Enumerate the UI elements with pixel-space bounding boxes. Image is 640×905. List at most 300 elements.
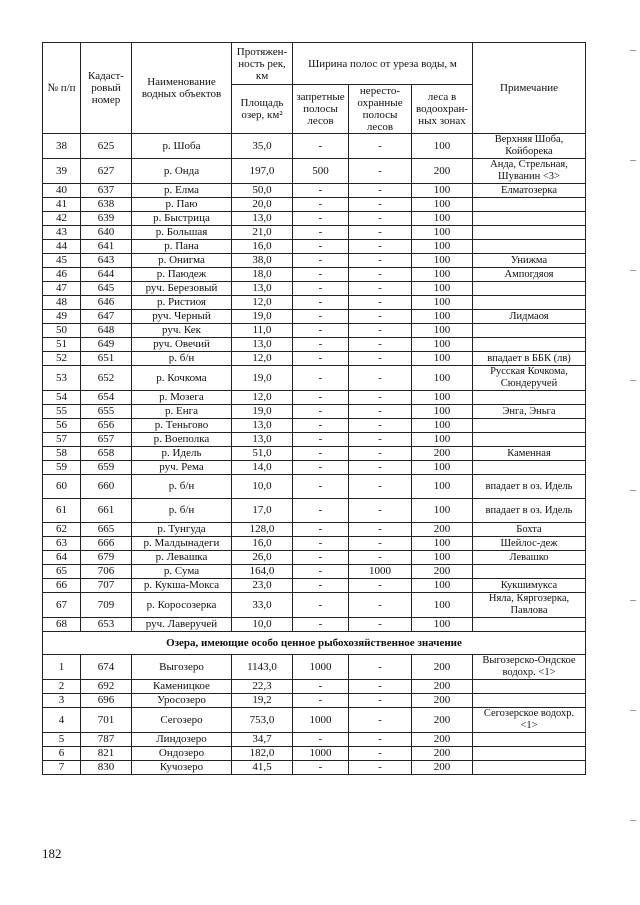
forest-zone-width-cell: 100 [412, 198, 473, 212]
header-width-group: Ширина полос от уреза воды, м [293, 43, 473, 85]
forest-zone-width-cell: 200 [412, 447, 473, 461]
length-or-area-cell: 23,0 [232, 579, 293, 593]
water-object-name-cell: р. б/н [132, 475, 232, 499]
prohibited-width-cell: - [293, 761, 349, 775]
water-object-name-cell: руч. Березовый [132, 282, 232, 296]
cadastral-number-cell: 640 [81, 226, 132, 240]
spawning-width-cell: - [349, 159, 412, 184]
spawning-width-cell: - [349, 184, 412, 198]
water-object-name-cell: р. Теньгово [132, 419, 232, 433]
water-object-name-cell: Выгозеро [132, 655, 232, 680]
note-cell: Выгозерско-Ондское водохр. <1> [473, 655, 586, 680]
cadastral-number-cell: 696 [81, 694, 132, 708]
row-number-cell: 52 [43, 352, 81, 366]
row-number-cell: 61 [43, 499, 81, 523]
cadastral-number-cell: 701 [81, 708, 132, 733]
note-cell: Лидмаоя [473, 310, 586, 324]
cadastral-number-cell: 674 [81, 655, 132, 680]
row-number-cell: 49 [43, 310, 81, 324]
note-cell [473, 240, 586, 254]
row-number-cell: 54 [43, 391, 81, 405]
water-object-name-cell: Ондозеро [132, 747, 232, 761]
water-object-name-cell: р. б/н [132, 352, 232, 366]
cadastral-number-cell: 645 [81, 282, 132, 296]
table-row [43, 499, 586, 523]
prohibited-width-cell: - [293, 680, 349, 694]
cadastral-number-cell: 830 [81, 761, 132, 775]
table-row [43, 296, 586, 310]
forest-zone-width-cell: 100 [412, 461, 473, 475]
note-cell [473, 324, 586, 338]
table-row [43, 198, 586, 212]
length-or-area-cell: 11,0 [232, 324, 293, 338]
table-row [43, 352, 586, 366]
water-object-name-cell: р. Шоба [132, 134, 232, 159]
note-cell: Каменная [473, 447, 586, 461]
cadastral-number-cell: 659 [81, 461, 132, 475]
prohibited-width-cell: - [293, 212, 349, 226]
table-row [43, 565, 586, 579]
prohibited-width-cell: - [293, 226, 349, 240]
table-row [43, 159, 586, 184]
row-number-cell: 66 [43, 579, 81, 593]
table-row [43, 694, 586, 708]
note-cell: Анда, Стрельная, Шуванин <3> [473, 159, 586, 184]
prohibited-width-cell: - [293, 433, 349, 447]
spawning-width-cell: - [349, 618, 412, 632]
forest-zone-width-cell: 100 [412, 338, 473, 352]
spawning-width-cell: - [349, 593, 412, 618]
note-cell [473, 282, 586, 296]
cadastral-number-cell: 658 [81, 447, 132, 461]
length-or-area-cell: 1143,0 [232, 655, 293, 680]
length-or-area-cell: 50,0 [232, 184, 293, 198]
length-or-area-cell: 13,0 [232, 419, 293, 433]
row-number-cell: 7 [43, 761, 81, 775]
cadastral-number-cell: 653 [81, 618, 132, 632]
length-or-area-cell: 12,0 [232, 352, 293, 366]
row-number-cell: 53 [43, 366, 81, 391]
cadastral-number-cell: 821 [81, 747, 132, 761]
table-row [43, 475, 586, 499]
table-row [43, 593, 586, 618]
prohibited-width-cell: - [293, 593, 349, 618]
prohibited-width-cell: - [293, 694, 349, 708]
cadastral-number-cell: 655 [81, 405, 132, 419]
note-cell: Няла, Кяргозерка, Павлова [473, 593, 586, 618]
lakes-body [43, 655, 586, 775]
length-or-area-cell: 197,0 [232, 159, 293, 184]
forest-zone-width-cell: 200 [412, 680, 473, 694]
spawning-width-cell: - [349, 419, 412, 433]
spawning-width-cell: - [349, 310, 412, 324]
prohibited-width-cell: - [293, 184, 349, 198]
row-number-cell: 3 [43, 694, 81, 708]
water-object-name-cell: руч. Рема [132, 461, 232, 475]
forest-zone-width-cell: 100 [412, 433, 473, 447]
rivers-body [43, 134, 586, 632]
forest-zone-width-cell: 200 [412, 523, 473, 537]
header-prohibited: запретные полосы лесов [293, 85, 349, 134]
forest-zone-width-cell: 100 [412, 254, 473, 268]
spawning-width-cell: - [349, 537, 412, 551]
spawning-width-cell: - [349, 198, 412, 212]
length-or-area-cell: 16,0 [232, 240, 293, 254]
length-or-area-cell: 51,0 [232, 447, 293, 461]
note-cell: Кукшимукса [473, 579, 586, 593]
prohibited-width-cell: - [293, 240, 349, 254]
prohibited-width-cell: - [293, 537, 349, 551]
cadastral-number-cell: 679 [81, 551, 132, 565]
row-number-cell: 48 [43, 296, 81, 310]
table-row [43, 366, 586, 391]
prohibited-width-cell: - [293, 338, 349, 352]
note-cell: Шейлос-деж [473, 537, 586, 551]
cadastral-number-cell: 641 [81, 240, 132, 254]
length-or-area-cell: 19,2 [232, 694, 293, 708]
lakes-section [43, 632, 586, 655]
note-cell [473, 212, 586, 226]
row-number-cell: 40 [43, 184, 81, 198]
note-cell [473, 296, 586, 310]
spawning-width-cell: - [349, 433, 412, 447]
prohibited-width-cell: - [293, 391, 349, 405]
forest-zone-width-cell: 100 [412, 391, 473, 405]
forest-zone-width-cell: 100 [412, 475, 473, 499]
water-object-name-cell: руч. Кек [132, 324, 232, 338]
note-cell [473, 198, 586, 212]
row-number-cell: 41 [43, 198, 81, 212]
spawning-width-cell: - [349, 212, 412, 226]
water-object-name-cell: р. Пана [132, 240, 232, 254]
header-area: Площадь озер, км² [232, 85, 293, 134]
water-object-name-cell: р. Малдынадеги [132, 537, 232, 551]
table-row [43, 708, 586, 733]
water-object-name-cell: р. Паюдеж [132, 268, 232, 282]
cadastral-number-cell: 666 [81, 537, 132, 551]
row-number-cell: 59 [43, 461, 81, 475]
row-number-cell: 50 [43, 324, 81, 338]
note-cell [473, 338, 586, 352]
forest-zone-width-cell: 100 [412, 240, 473, 254]
spawning-width-cell: - [349, 708, 412, 733]
water-object-name-cell: Линдозеро [132, 733, 232, 747]
cadastral-number-cell: 648 [81, 324, 132, 338]
spawning-width-cell: - [349, 338, 412, 352]
row-number-cell: 67 [43, 593, 81, 618]
table-row [43, 184, 586, 198]
cadastral-number-cell: 651 [81, 352, 132, 366]
length-or-area-cell: 10,0 [232, 475, 293, 499]
cadastral-number-cell: 647 [81, 310, 132, 324]
spawning-width-cell: - [349, 447, 412, 461]
lakes-section-title: Озера, имеющие особо ценное рыбохозяйственное значение [43, 632, 586, 655]
note-cell [473, 680, 586, 694]
forest-zone-width-cell: 200 [412, 708, 473, 733]
header-name: Наименование водных объектов [132, 43, 232, 134]
length-or-area-cell: 18,0 [232, 268, 293, 282]
spawning-width-cell: - [349, 366, 412, 391]
row-number-cell: 51 [43, 338, 81, 352]
length-or-area-cell: 13,0 [232, 338, 293, 352]
length-or-area-cell: 12,0 [232, 296, 293, 310]
row-number-cell: 47 [43, 282, 81, 296]
spawning-width-cell: - [349, 733, 412, 747]
water-object-name-cell: р. Левашка [132, 551, 232, 565]
prohibited-width-cell: - [293, 405, 349, 419]
table-row [43, 579, 586, 593]
table-row [43, 268, 586, 282]
prohibited-width-cell: - [293, 198, 349, 212]
header-length: Протяжен-ность рек, км [232, 43, 293, 85]
prohibited-width-cell: - [293, 310, 349, 324]
spawning-width-cell: - [349, 282, 412, 296]
spawning-width-cell: - [349, 268, 412, 282]
cadastral-number-cell: 656 [81, 419, 132, 433]
prohibited-width-cell: 1000 [293, 655, 349, 680]
length-or-area-cell: 26,0 [232, 551, 293, 565]
water-object-name-cell: Каменицкое [132, 680, 232, 694]
spawning-width-cell: - [349, 296, 412, 310]
note-cell [473, 419, 586, 433]
row-number-cell: 39 [43, 159, 81, 184]
prohibited-width-cell: - [293, 324, 349, 338]
table-row [43, 733, 586, 747]
note-cell: Верхняя Шоба, Койборека [473, 134, 586, 159]
cadastral-number-cell: 665 [81, 523, 132, 537]
length-or-area-cell: 10,0 [232, 618, 293, 632]
forest-zone-width-cell: 100 [412, 352, 473, 366]
prohibited-width-cell: - [293, 499, 349, 523]
note-cell: Сегозерское водохр. <1> [473, 708, 586, 733]
note-cell [473, 565, 586, 579]
prohibited-width-cell: - [293, 551, 349, 565]
row-number-cell: 58 [43, 447, 81, 461]
table-row [43, 254, 586, 268]
row-number-cell: 63 [43, 537, 81, 551]
note-cell [473, 694, 586, 708]
forest-zone-width-cell: 100 [412, 499, 473, 523]
forest-zone-width-cell: 100 [412, 296, 473, 310]
water-object-name-cell: р. Паю [132, 198, 232, 212]
prohibited-width-cell: 500 [293, 159, 349, 184]
table-row [43, 391, 586, 405]
header-forests: леса в водоохран-ных зонах [412, 85, 473, 134]
prohibited-width-cell: 1000 [293, 708, 349, 733]
note-cell: Ампогдяоя [473, 268, 586, 282]
spawning-width-cell: - [349, 523, 412, 537]
length-or-area-cell: 19,0 [232, 405, 293, 419]
table-row [43, 537, 586, 551]
forest-zone-width-cell: 100 [412, 184, 473, 198]
cadastral-number-cell: 709 [81, 593, 132, 618]
header-num: № п/п [43, 43, 81, 134]
cadastral-number-cell: 649 [81, 338, 132, 352]
table-row [43, 240, 586, 254]
spawning-width-cell: 1000 [349, 565, 412, 579]
forest-zone-width-cell: 100 [412, 593, 473, 618]
note-cell [473, 433, 586, 447]
note-cell [473, 391, 586, 405]
water-object-name-cell: р. Кочкома [132, 366, 232, 391]
forest-zone-width-cell: 100 [412, 268, 473, 282]
table-row [43, 523, 586, 537]
note-cell [473, 761, 586, 775]
forest-zone-width-cell: 100 [412, 134, 473, 159]
forest-zone-width-cell: 200 [412, 694, 473, 708]
length-or-area-cell: 182,0 [232, 747, 293, 761]
table-row [43, 405, 586, 419]
table-row [43, 419, 586, 433]
note-cell: Русская Кочкома, Сюндеручей [473, 366, 586, 391]
header-note: Примечание [473, 43, 586, 134]
table-row [43, 747, 586, 761]
length-or-area-cell: 13,0 [232, 282, 293, 296]
length-or-area-cell: 33,0 [232, 593, 293, 618]
forest-zone-width-cell: 100 [412, 324, 473, 338]
prohibited-width-cell: - [293, 254, 349, 268]
row-number-cell: 43 [43, 226, 81, 240]
prohibited-width-cell: - [293, 618, 349, 632]
water-object-name-cell: р. Мозега [132, 391, 232, 405]
length-or-area-cell: 128,0 [232, 523, 293, 537]
spawning-width-cell: - [349, 655, 412, 680]
table-row [43, 761, 586, 775]
table-row [43, 226, 586, 240]
water-object-name-cell: р. Онда [132, 159, 232, 184]
spawning-width-cell: - [349, 579, 412, 593]
note-cell: впадает в оз. Идель [473, 475, 586, 499]
water-object-name-cell: руч. Лаверучей [132, 618, 232, 632]
length-or-area-cell: 17,0 [232, 499, 293, 523]
water-object-name-cell: Кучозеро [132, 761, 232, 775]
note-cell [473, 226, 586, 240]
spawning-width-cell: - [349, 324, 412, 338]
row-number-cell: 68 [43, 618, 81, 632]
note-cell: впадает в оз. Идель [473, 499, 586, 523]
prohibited-width-cell: - [293, 733, 349, 747]
row-number-cell: 2 [43, 680, 81, 694]
spawning-width-cell: - [349, 475, 412, 499]
cadastral-number-cell: 661 [81, 499, 132, 523]
spawning-width-cell: - [349, 694, 412, 708]
row-number-cell: 57 [43, 433, 81, 447]
forest-zone-width-cell: 200 [412, 159, 473, 184]
water-object-name-cell: р. Быстрица [132, 212, 232, 226]
page-number: 182 [42, 846, 62, 861]
table-row [43, 461, 586, 475]
prohibited-width-cell: 1000 [293, 747, 349, 761]
prohibited-width-cell: - [293, 366, 349, 391]
note-cell: Унижма [473, 254, 586, 268]
cadastral-number-cell: 654 [81, 391, 132, 405]
water-object-name-cell: р. Коросозерка [132, 593, 232, 618]
forest-zone-width-cell: 100 [412, 405, 473, 419]
table-row [43, 618, 586, 632]
prohibited-width-cell: - [293, 296, 349, 310]
row-number-cell: 38 [43, 134, 81, 159]
water-object-name-cell: р. Елма [132, 184, 232, 198]
cadastral-number-cell: 707 [81, 579, 132, 593]
spawning-width-cell: - [349, 240, 412, 254]
table-row [43, 324, 586, 338]
forest-zone-width-cell: 100 [412, 618, 473, 632]
spawning-width-cell: - [349, 254, 412, 268]
prohibited-width-cell: - [293, 579, 349, 593]
prohibited-width-cell: - [293, 282, 349, 296]
row-number-cell: 65 [43, 565, 81, 579]
spawning-width-cell: - [349, 134, 412, 159]
cadastral-number-cell: 644 [81, 268, 132, 282]
forest-zone-width-cell: 100 [412, 310, 473, 324]
forest-zone-width-cell: 200 [412, 747, 473, 761]
cadastral-number-cell: 639 [81, 212, 132, 226]
water-object-name-cell: Уросозеро [132, 694, 232, 708]
prohibited-width-cell: - [293, 134, 349, 159]
length-or-area-cell: 21,0 [232, 226, 293, 240]
table-row [43, 433, 586, 447]
cadastral-number-cell: 660 [81, 475, 132, 499]
prohibited-width-cell: - [293, 268, 349, 282]
prohibited-width-cell: - [293, 447, 349, 461]
scan-margin-marks [628, 0, 640, 905]
water-object-name-cell: Сегозеро [132, 708, 232, 733]
length-or-area-cell: 13,0 [232, 433, 293, 447]
note-cell: Энга, Эньга [473, 405, 586, 419]
table-row [43, 551, 586, 565]
spawning-width-cell: - [349, 226, 412, 240]
row-number-cell: 1 [43, 655, 81, 680]
cadastral-number-cell: 652 [81, 366, 132, 391]
length-or-area-cell: 20,0 [232, 198, 293, 212]
length-or-area-cell: 22,3 [232, 680, 293, 694]
cadastral-number-cell: 646 [81, 296, 132, 310]
water-object-name-cell: руч. Черный [132, 310, 232, 324]
table-row [43, 447, 586, 461]
spawning-width-cell: - [349, 680, 412, 694]
length-or-area-cell: 34,7 [232, 733, 293, 747]
header-cadastral: Кадаст-ровый номер [81, 43, 132, 134]
table-header [43, 43, 586, 134]
length-or-area-cell: 16,0 [232, 537, 293, 551]
table-row [43, 134, 586, 159]
table-row [43, 338, 586, 352]
forest-zone-width-cell: 200 [412, 733, 473, 747]
water-object-name-cell: руч. Овечий [132, 338, 232, 352]
row-number-cell: 4 [43, 708, 81, 733]
prohibited-width-cell: - [293, 475, 349, 499]
forest-zone-width-cell: 100 [412, 226, 473, 240]
length-or-area-cell: 41,5 [232, 761, 293, 775]
table-row [43, 282, 586, 296]
water-object-name-cell: р. Енга [132, 405, 232, 419]
prohibited-width-cell: - [293, 565, 349, 579]
spawning-width-cell: - [349, 761, 412, 775]
water-object-name-cell: р. Большая [132, 226, 232, 240]
prohibited-width-cell: - [293, 523, 349, 537]
row-number-cell: 60 [43, 475, 81, 499]
length-or-area-cell: 38,0 [232, 254, 293, 268]
table-row [43, 310, 586, 324]
note-cell: Левашко [473, 551, 586, 565]
cadastral-number-cell: 692 [81, 680, 132, 694]
note-cell [473, 733, 586, 747]
length-or-area-cell: 14,0 [232, 461, 293, 475]
row-number-cell: 44 [43, 240, 81, 254]
cadastral-number-cell: 625 [81, 134, 132, 159]
spawning-width-cell: - [349, 405, 412, 419]
water-object-name-cell: р. б/н [132, 499, 232, 523]
